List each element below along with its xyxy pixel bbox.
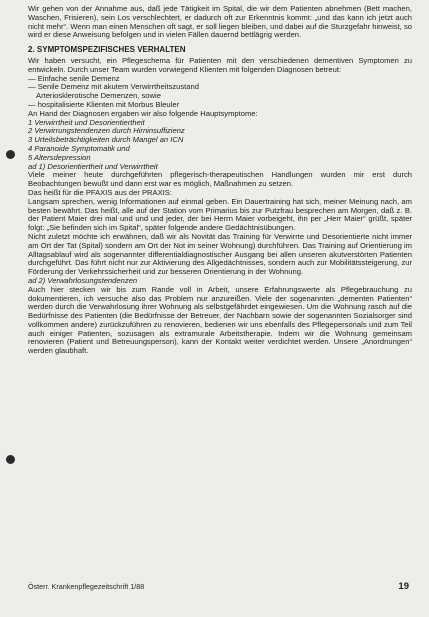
paragraph-training: Langsam sprechen, wenig Informationen auf einmal geben. Ein Dauertraining hat sich, meiner Meinung nach, am besten bewährt. Das heißt, alle auf der Station vom Primarius bis zur Putzfrau besprechen am Morgen, daß z. B. der Patient Maier drei mal und und und jeder, der bei Herrn Maier vorbeigeht, ihn per „Herr Maier“ grüßt, später folgt: „Sie befinden sich im Spital“, später folgende andere Gedächtnisübungen. <box>28 196 412 233</box>
journal-citation: Österr. Krankenpflegezeitschrift 1/88 <box>28 582 145 591</box>
paragraph-praxis: Das heißt für die PFAXIS aus der PRAXIS: <box>28 187 172 197</box>
paragraph-novelty: Nicht zuletzt möchte ich erwähnen, daß wir als Novität das Training für Verwirrte und Desorientierte nicht immer am Ort der Tat (Spital) sondern am Ort der Not im seiner Wohnung) durchführen. Das Training auf Orientierung im Alltagsablauf wird als sogenannter differentialdiagnostischer Ausgang bei allen unseren akutverstörten Patienten durchgeführt. Das führt nicht nur zur Aktivierung des Allgedächtnisses, sondern auch zur Mobilitätssteigerung, zur Förderung der Verkehrssicherheit und zur besseren Orientierung in der Wohnung. <box>28 231 412 277</box>
list-item: 5 Altersdepression <box>28 152 91 162</box>
list-item: 3 Urteilsbeträchtigkeiten durch Mangel an ICN <box>28 135 184 145</box>
document-body <box>28 5 412 356</box>
subheading-ad2: ad 2) Verwahrlosungstendenzen <box>28 275 138 285</box>
paragraph-symptoms-intro: An Hand der Diagnosen ergaben wir also folgende Hauptsymptome: <box>28 108 258 118</box>
list-item: 2 Verwirrungstendenzen durch Hirninsuffizienz <box>28 126 185 136</box>
punch-hole-top <box>6 150 15 159</box>
paragraph-observation: Viele meiner heute durchgeführten pflegerisch-therapeutischen Handlungen wurden mir erst durch Beobachtungen bewußt und dann erst war es möglich, Maßnahmen zu setzen. <box>28 170 412 189</box>
list-item: — Einfache senile Demenz <box>28 73 120 83</box>
diagnosis-list <box>28 75 412 110</box>
punch-hole-bottom <box>6 455 15 464</box>
list-item: Arteriosklerotische Demenzen, sowie <box>36 91 161 101</box>
intro-paragraph: Wir gehen von der Annahme aus, daß jede Tätigkeit im Spital, die wir dem Patienten abnehmen (Bett machen, Waschen, Frisieren), sein Los verschlechtert, er dadurch oft zur Erkenntnis kommt: „und das kann ich jetzt auch nicht mehr“. Wenn man einen Menschen oft sagt, er soll liegen bleiben, und dabei auf die Sturzgefahr hinweist, so wird er diese Anweisung befolgen und in vielen Fällen dauernd bettlägrig werden. <box>28 4 412 40</box>
list-item: — hospitalisierte Klienten mit Morbus Bleuler <box>28 99 180 109</box>
paragraph-neglect: Auch hier stecken wir bis zum Rande voll in Arbeit, unsere Erfahrungswerte als Pflegebrauchung zu dokumentieren, ich versuche also das Problem nur anzureißen. Viele der sogenannten „dementen Patienten“ werden durch die Verwahrlosung ihrer Wohnung als selbstgefährdet eingewiesen. Um die Wohnung rasch auf die Bedürfnisse des Patienten (die Bedürfnisse der Betreuer, der Nachbarn sowie der sogenannten Sozialsorger sind vollkommen andere) zurückzuführen zu renovieren, bedienen wir uns ebenfalls des Pflegepersonals und zum Teil auch einiger Patienten, sozusagen als extramurale Arbeitstherapie. Indem wir die Wohnung gemeinsam renovieren (Patient und Betreuungsperson), kann der Kontakt weiter verdichtet werden. Unsere „Anordnungen“ werden glaubhaft. <box>28 284 412 356</box>
subheading-ad1: ad 1) Desorientiertheit und Verwirrtheit <box>28 161 158 171</box>
list-item: — Senile Demenz mit akutem Verwirrtheitszustand <box>28 82 199 92</box>
page-number: 19 <box>398 581 409 592</box>
section-heading: 2. SYMPTOMSPEZIFISCHES VERHALTEN <box>28 45 186 55</box>
list-item: 4 Paranoide Symptomatik und <box>28 143 130 153</box>
paragraph-team: Wir haben versucht, ein Pflegeschema für Patienten mit den verschiedenen dementiven Symptomen zu entwickeln. Durch unser Team wurden vorwiegend Klienten mit folgenden Diagnosen betreut: <box>28 55 412 74</box>
list-item: 1 Verwirrtheit und Desorientiertheit <box>28 117 145 127</box>
page-footer <box>28 581 409 592</box>
symptom-list <box>28 119 412 163</box>
